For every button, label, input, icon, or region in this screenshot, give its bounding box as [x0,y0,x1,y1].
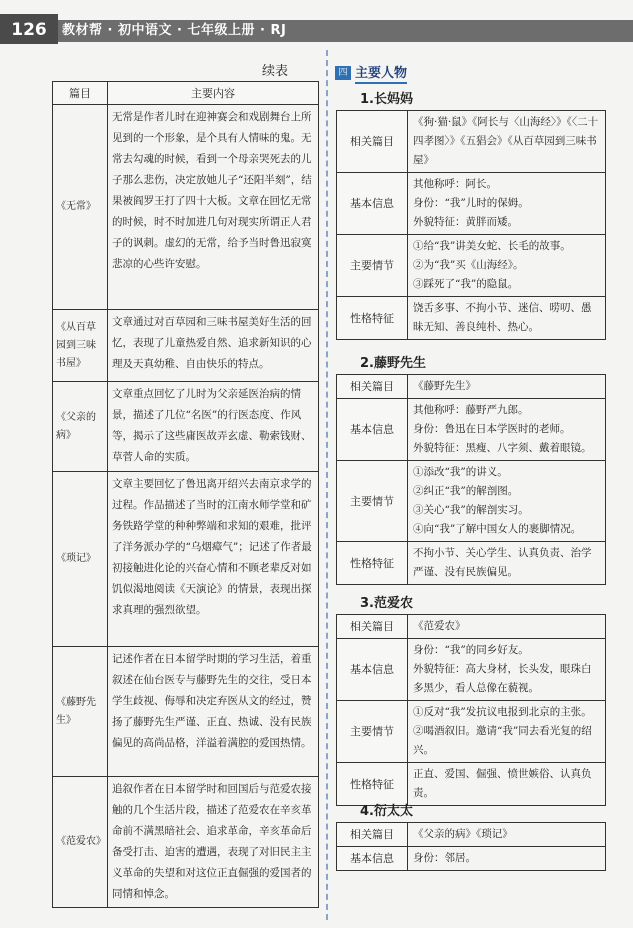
value-line: 不拘小节、关心学生、认真负责、治学严谨、没有民族偏见。 [413,547,592,578]
value-line: ④向“我”了解中国女人的裹脚情况。 [413,523,582,535]
table-row [337,399,606,461]
row-label: 相关篇目 [337,111,408,173]
value-line: 身份：邻居。 [413,852,476,864]
row-value [408,763,606,806]
table-row [53,647,319,777]
book-title: 教材帮 · 初中语文 · 七年级上册 · RJ [62,23,287,38]
value-line: 《父亲的病》《琐记》 [413,828,513,840]
row-value [408,542,606,585]
value-line: 外貌特征：黑瘦、八字须、戴着眼镜。 [413,442,592,454]
table-row [53,105,319,310]
value-line: 外貌特征：黄胖而矮。 [413,216,518,228]
row-value [408,701,606,763]
value-line: 饶舌多事、不拘小节、迷信、唠叨、愚昧无知、善良纯朴、热心。 [413,302,592,333]
table-row [337,701,606,763]
value-line: ②为“我”买《山海经》。 [413,259,524,271]
col-header-content: 主要内容 [108,82,319,105]
row-content: 文章通过对百草园和三味书屋美好生活的回忆，表现了儿童热爱自然、追求新知识的心理及天真幼稚、自由快乐的特点。 [108,310,319,382]
value-line: ①反对“我”发抗议电报到北京的主张。 [413,706,592,718]
row-value [408,639,606,701]
row-label: 基本信息 [337,399,408,461]
value-line: 《狗·猫·鼠》《阿长与〈山海经〉》《〈二十四孝图〉》《五猖会》《从百草园到三味书屋》 [413,116,599,166]
table-row [337,297,606,340]
table-header-row [53,82,319,105]
value-line: 外貌特征：高大身材，长头发，眼珠白多黑少，看人总像在藐视。 [413,663,592,694]
row-label: 主要情节 [337,235,408,297]
section-main-characters [335,62,407,84]
table-row [53,310,319,382]
row-value [408,297,606,340]
value-line: 其他称呼：阿长。 [413,178,497,190]
row-label: 性格特征 [337,542,408,585]
table-row [337,615,606,639]
row-value [408,399,606,461]
page-header [0,0,633,44]
row-label: 基本信息 [337,847,408,871]
row-value [408,111,606,173]
row-value [408,173,606,235]
value-line: ①给“我”讲美女蛇、长毛的故事。 [413,240,571,252]
table-row [337,111,606,173]
person-table [336,822,606,871]
row-title: 《无常》 [53,105,108,310]
person-table [336,110,606,340]
row-label: 性格特征 [337,763,408,806]
table-row [337,823,606,847]
person-table [336,614,606,806]
row-title: 《父亲的病》 [53,382,108,472]
value-line: ①添改“我”的讲义。 [413,466,508,478]
value-line: 身份：“我”的同乡好友。 [413,644,529,656]
value-line: 正直、爱国、倔强、愤世嫉俗、认真负责。 [413,768,592,799]
row-value [408,235,606,297]
row-title: 《琐记》 [53,472,108,647]
page-number: 126 [0,14,58,44]
value-line: ③踩死了“我”的隐鼠。 [413,278,519,290]
table-row [337,173,606,235]
table-row [337,235,606,297]
row-label: 相关篇目 [337,375,408,399]
row-label: 性格特征 [337,297,408,340]
row-value [408,823,606,847]
contents-table [52,81,319,908]
row-label: 相关篇目 [337,615,408,639]
value-line: 身份：鲁迅在日本学医时的老师。 [413,423,571,435]
row-content: 记述作者在日本留学时期的学习生活，着重叙述在仙台医专与藤野先生的交往，受日本学生歧视、侮辱和决定弃医从文的经过，赞扬了藤野先生严谨、正直、热诚、没有民族偏见的高尚品格，洋溢着满腔的爱国热情。 [108,647,319,777]
row-label: 基本信息 [337,173,408,235]
row-title: 《范爱农》 [53,777,108,908]
row-content: 追叙作者在日本留学时和回国后与范爱农接触的几个生活片段，描述了范爱农在辛亥革命前不满黑暗社会、追求革命，辛亥革命后备受打击、迫害的遭遇，表现了对旧民主主义革命的失望和对这位正直倔强的爱国者的同情和悼念。 [108,777,319,908]
person-heading: 2.藤野先生 [360,356,426,371]
value-line: ②纠正“我”的解剖图。 [413,485,519,497]
person-heading: 1.长妈妈 [360,92,413,107]
table-row [337,542,606,585]
person-heading: 4.衍太太 [360,804,413,819]
person-heading: 3.范爱农 [360,596,413,611]
value-line: 《范爱农》 [413,620,466,632]
table-row [53,472,319,647]
value-line: ②喝酒叙旧。邀请“我”同去看光复的绍兴。 [413,725,592,756]
section-title: 主要人物 [355,62,407,84]
column-divider [326,50,328,920]
row-value [408,375,606,399]
row-value [408,615,606,639]
row-content: 文章主要回忆了鲁迅离开绍兴去南京求学的过程。作品描述了当时的江南水师学堂和矿务铁路学堂的种种弊端和求知的艰难，批评了洋务派办学的“乌烟瘴气”；记述了作者最初接触进化论的兴奋心情和不顾老辈反对如饥似渴地阅读《天演论》的情景，表现出探求真理的强烈欲望。 [108,472,319,647]
value-line: 身份：“我”儿时的保姆。 [413,197,529,209]
value-line: 《藤野先生》 [413,380,476,392]
row-label: 相关篇目 [337,823,408,847]
row-label: 基本信息 [337,639,408,701]
row-label: 主要情节 [337,701,408,763]
row-title: 《从百草园到三味书屋》 [53,310,108,382]
row-content: 文章重点回忆了儿时为父亲延医治病的情景，描述了几位“名医”的行医态度、作风等，揭示了这些庸医故弄玄虚、勒索钱财、草菅人命的实质。 [108,382,319,472]
value-line: 其他称呼：藤野严九郎。 [413,404,529,416]
table-row [53,382,319,472]
table-row [53,777,319,908]
person-table [336,374,606,585]
table-row [337,847,606,871]
row-content: 无常是作者儿时在迎神赛会和戏剧舞台上所见到的一个形象，是个具有人情味的鬼。无常去勾魂的时候，看到一个母亲哭死去的儿子那么悲伤，决定放她儿子“还阳半刻”，结果被阎罗王打了四十大板。文章在回忆无常的时候，时不时加进几句对现实所谓正人君子的讽刺。虚幻的无常，给予当时鲁迅寂寞悲凉的心些许安慰。 [108,105,319,310]
value-line: ③关心“我”的解剖实习。 [413,504,529,516]
col-header-title: 篇目 [53,82,108,105]
table-row [337,461,606,542]
row-value [408,461,606,542]
row-label: 主要情节 [337,461,408,542]
row-value [408,847,606,871]
table-row [337,639,606,701]
continued-label: 续表 [262,64,289,79]
row-title: 《藤野先生》 [53,647,108,777]
table-row [337,375,606,399]
section-badge: 四 [335,66,351,80]
